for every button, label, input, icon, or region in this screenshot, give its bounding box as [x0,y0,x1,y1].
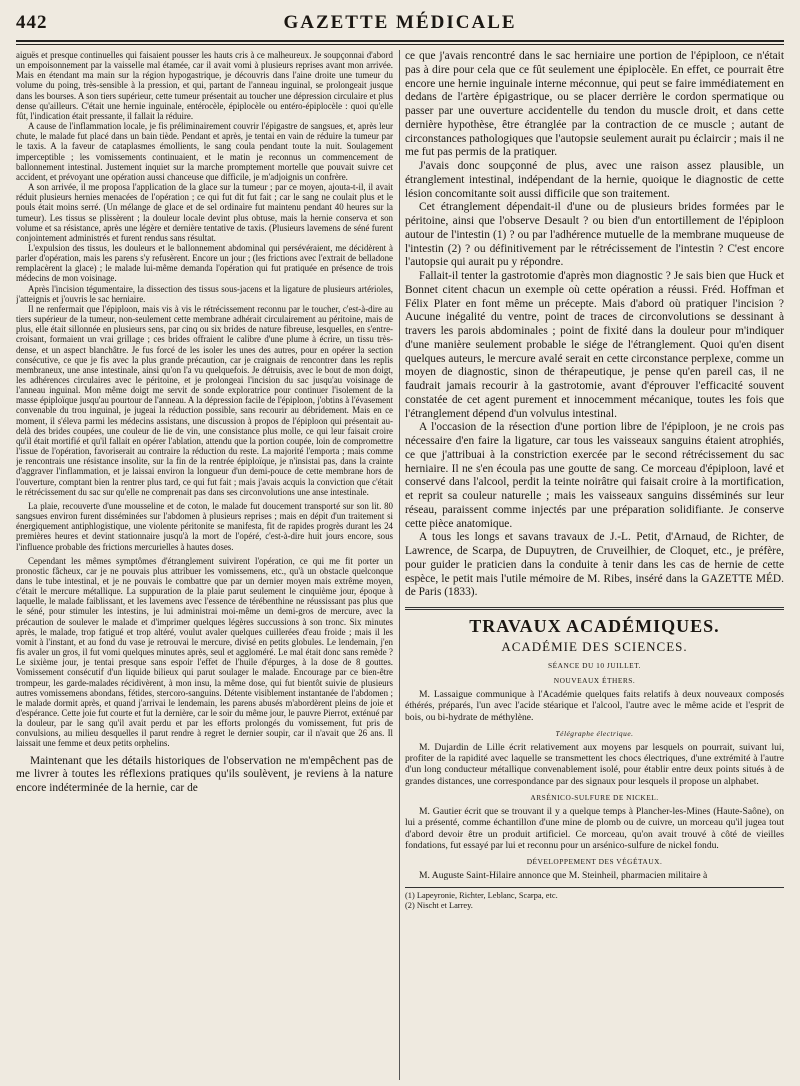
paragraph: J'avais donc soupçonné de plus, avec une raison assez plausible, un étranglement intestinal, indépendant de la hernie, quoique le diagnostic de cette lésion concomitante soit aussi difficile que son traitement. [405,160,784,200]
paragraph: Cependant les mêmes symptômes d'étranglement suivirent l'opération, ce qui me fit porter un pronostic fâcheux, car je ne pouvais plus attribuer les vomissemens, etc., qu'à un obstacle quelconque dans le tube intestinal, et je ne pouvais le combattre que par un dernier moyen mais extrême moyen, c'était le mercure métallique. La suppuration de la plaie parut seulement le cinquième jour, époque à laquelle, le malade faiblissant, et les lavemens avec l'essence de térébenthine ne réussissant pas plus que le séné, pour stimuler les intestins, je lui administrai moi-même un demi-gros de mercure, avec la précaution de soulever le malade et d'imprimer quelques légères succussions à son tronc. Six minutes après, le malade, trop fatigué et trop altéré, voulut avaler quelques cuillerées d'eau froide ; mais il les vomit à l'instant, et au fond du vase je retrouvai le mercure, divisé en petits globules. Le lendemain, j'en fis avaler un gros, il fut vomi quelques minutes après, seul et aggloméré. Le mal était donc sans remède ? Le sixième jour, je tentai presque sans espoir l'effet de l'huile d'épurges, à la dose de 8 gouttes. Vomissement consécutif d'un liquide bilieux qui parut soulager le malade. Encourage par ce bien-être trompeur, les garde-malades récidivèrent, à mon insu, la même dose, qui fut bientôt suivie de plusieurs autres vomissemens abondans, fétides, stercoro-sanguins. Détente visiblement instantanée de l'abdomen ; le malade dormit après, et quand j'arrivai le lendemain, les parens abusés m'abordèrent pleins de joie et d'espérance. Cette joie fut courte et fut la dernière, car le soir du même jour, le pauvre Pierrot, exténué par la douleur, par le sang qu'il avait perdu et par les efforts prolongés du vomissement, fut pris de convulsions, au milieu desquelles il parut rendre à regret le dernier soupir, car il n'avait que 26 ans. Il laissait une femme et deux petits orphelins. [16,555,393,749]
page-header [16,6,784,38]
paragraph: Cet étranglement dépendait-il d'une ou de plusieurs brides formées par le péritoine, ainsi que l'observe Desault ? ou bien d'un entortillement de l'épiploon autour de l'intestin (1) ? ou par l'adhérence mutuelle de la membrane muqueuse de l'intestin (2) ? ou définitivement par le rétrécissement de l'intestin ? C'est encore l'autopsie qui aurait pu y répondre. [405,201,784,269]
paragraph: M. Dujardin de Lille écrit relativement aux moyens par lesquels on pourrait, suivant lui, profiter de la rapidité avec laquelle se transmettent les chocs électriques, d'une extrémité à l'autre d'un long conducteur métallique convenablement isolé, pour établir entre deux points situés à de grandes distances, une correspondance par des signaux pour lesquels il propose un alphabet. [405,741,784,787]
paragraph: La plaie, recouverte d'une mousseline et de coton, le malade fut doucement transporté sur son lit. 80 sangsues environ furent disséminées sur l'abdomen à plusieurs reprises ; mais en dépit d'un traitement si énergiquement antiphlogistique, une violente péritonite se manifesta, fit de rapides progrès durant les 24 premières heures et devint stationnaire jusqu'à la mort de l'opéré, c'est-à-dire huit jours encore, sous l'influence probable des frictions mercurielles à hautes doses. [16,500,393,552]
header-rule-thin [16,44,784,45]
paragraph: M. Auguste Saint-Hilaire annonce que M. Steinheil, pharmacien militaire à [419,870,708,882]
academy-heading: ACADÉMIE DES SCIENCES. [501,639,688,654]
paragraph: aiguës et presque continuelles qui faisaient pousser les hauts cris à ce malheureux. Je soupçonnai d'abord un empoisonnement par la vaisselle mal étamée, car il avait vomi à plusieurs reprises avant mon arrivée. Mais en étendant ma main sur la région hypogastrique, je découvris dans l'aine droite une tumeur du volume du poing, très-sensible à la pression, et qui, partant de l'anneau inguinal, se prolongeait jusque dans les bourses. A son tiers supérieur, cette tumeur présentait au toucher une dépression circulaire et plus dense qu'ailleurs. C'était une hernie inguinale, entérocèle, épiplocèle ou entéro-épiplocèle : quoi qu'elle fût, l'indication était pressante, il fallait la réduire. [16,50,393,121]
paragraph: A l'occasion de la résection d'une portion libre de l'épiploon, je ne crois pas nécessaire d'en faire la ligature, car tous les vaisseaux sanguins étaient atrophiés, ce que j'attribuai à la constriction exercée par le second rétrécissement du sac herniaire. Il ne s'en écoula pas une goutte de sang. Ce morceau d'épiploon, lavé et conservé dans l'alcool, perdit la teinte noirâtre qui faisait croire à la mortification, et reprit sa couleur naturelle ; mais les vaisseaux sanguins disséminés sur leur réseau, paraissent comme injectés par une préparation solidifiante. Je conserve cette pièce anatomique. [405,421,784,530]
paragraph: ce que j'avais rencontré dans le sac herniaire une portion de l'épiploon, ce n'était pas à dire pour cela que ce fût seulement une épiplocèle. En effet, ce pourrait être encore une hernie inguinale interne méconnue, qui peut se faire immédiatement en dedans de l'artère épigastrique, ou se placer derrière le cordon spermatique ou passer par une ouverture accidentelle du tendon du muscle droit, et dans cette dernière hypothèse, être étranglée par la contraction de ce muscle ; autant de circonstances pathologiques que l'autopsie seulement aurait pu éclaircir ; mais il ne me fut pas permis de la pratiquer. [405,50,784,159]
footnotes [405,887,784,911]
paragraph: A tous les longs et savans travaux de J.-L. Petit, d'Arnaud, de Richter, de Lawrence, de Scarpa, de Dupuytren, de Cruveilhier, de Cloquet, etc., je préfère, pour guider le praticien dans la conduite à tenir dans les cas de hernie de cette espèce, le petit mais l'utile mémoire de M. Ribes, inséré dans la GAZETTE MÉD. de Paris (1833). [405,531,784,599]
running-title: GAZETTE MÉDICALE [283,12,517,33]
subheading-vegetaux: DÉVELOPPEMENT DES VÉGÉTAUX. [526,857,663,867]
paragraph: Il ne renfermait que l'épiploon, mais vis à vis le rétrécissement reconnu par le toucher, c'est-à-dire au tiers supérieur de la tumeur, non-seulement cette membrane adhérait circulairement au péritoine, mais de plus, elle était sillonnée en plusieurs sens, par cinq ou six brides de nature fibreuse, lesquelles, en s'entre-croisant, formaient un vrai grillage ; ces brides offraient le calibre d'une plume à écrire, un tissu très-dense, et un aspect blanchâtre. Je fus forcé de les isoler les unes des autres, pour en opérer la section consécutive, ce que je fis avec la plus grande précaution, car je craignais de rencontrer dans les replis membraneux, une anse intestinale, ainsi qu'on l'a vu quelquefois. Je détruisis, avec le bout de mon doigt, les adhérences circulaires avec le péritoine, et je prolongeai l'incision du sac jusqu'au voisinage de l'anneau inguinal. Mon même doigt me servit de sonde exploratrice pour continuer l'isolement de la masse épiploïque jusqu'au pourtour de l'anneau. A la dépression facile de l'épiploon, j'obtins à l'évasement convenable du trou inguinal, je jugeai la réduction possible, sans recourir au débridement. Mais en ce moment, il s'éleva parmi les médecins assistans, une discussion à propos de l'épiploon qui présentait au-delà des brides coupées, une couleur de lie de vin, une consistance plus molle, ce qui leur faisait croire qu'il était mortifié et qu'il fallait en opérer l'ablation, attendu que la portion coupée, loin de compromettre l'issue de l'opération, favoriserait au contraire la réduction du reste. La majorité l'emporta ; mais comme je rencontrais une résistance insolite, sur la fin de la rentrée épiploïque, je n'insistai pas, dans la crainte d'aggraver l'inflammation, et je laissai environ la longueur d'un demi-pouce de cette membrane hors de l'ouverture, comptant bien la rentrer plus tard, ce qui fut fait ; mais j'avais acquis la conviction que c'était le rétrécissement du sac sur qu'elle ne comprenait pas dans ses circonvolutions une anse intestinale. [16,303,393,497]
subheading-telegraphe: Télégraphe électrique. [555,728,634,738]
page-number: 442 [16,12,48,33]
footnote: (1) Lapeyronie, Richter, Leblanc, Scarpa, etc. [405,890,558,900]
left-column [16,50,393,1080]
column-divider [399,50,400,1080]
paragraph: L'expulsion des tissus, les douleurs et le ballonnement abdominal qui persévéraient, me décidèrent à parler d'opération, mais les parens s'y refusèrent. Encore un jour ; (les frictions avec l'extrait de belladone remplacèrent la glace) ; le malade lui-même demanda l'opération qui fut pratiquée en présence de trois médecins de mon voisinage. [16,242,393,284]
right-column [405,50,784,1080]
subheading-nickel: ARSÉNICO-SULFURE DE NICKEL. [530,793,659,803]
section-divider [405,607,784,610]
header-rule [16,40,784,42]
paragraph: A son arrivée, il me proposa l'application de la glace sur la tumeur ; par ce moyen, ajouta-t-il, il avait réduit plusieurs hernies menacées de l'opération ; ce qui fut dit fut fait ; car le sang ne coulait plus et le pouls était moins serré. (Un mélange de glace et de sel ordinaire fut maintenu pendant 40 heures sur la tumeur). Les tissus se plissèrent ; la douleur locale devint plus obtuse, mais la hernie conserva et son volume et sa résistance, après une légère et dernière tentative de taxis. (Plusieurs lavemens de séné furent conjointement administrés et furent rendus sans résultat. [16,182,393,243]
paragraph: M. Gautier écrit que se trouvant il y a quelque temps à Plancher-les-Mines (Haute-Saône), on lui a présenté, comme échantillon d'une mine de plomb ou de cuivre, un morceau qu'il jugea tout d'abord devoir être un produit artificiel. Ce morceau, qu'on avait trouvé à côté de vieilles fondations, fut essayé par lui et reconnu pour un arsénico-sulfure de nickel fondu. [405,806,784,851]
paragraph: Après l'incision tégumentaire, la dissection des tissus sous-jacens et la ligature de plusieurs artérioles, j'atteignis et j'ouvris le sac herniaire. [16,283,393,304]
paragraph: M. Lassaigue communique à l'Académie quelques faits relatifs à deux nouveaux composés éthérés, préparés, l'un avec l'acide stéarique et l'alcool, l'autre avec le même acide et l'esprit de bois, ou bi-hydrate de méthylène. [405,689,784,723]
section-title: TRAVAUX ACADÉMIQUES. [469,616,720,636]
subheading-ethers: NOUVEAUX ÉTHERS. [553,676,636,685]
session-date: SÉANCE DU 10 JUILLET. [548,661,641,670]
paragraph: Fallait-il tenter la gastrotomie d'après mon diagnostic ? Je sais bien que Huck et Bonnet citent chacun un exemple où cette opération a réussi. Fréd. Hoffman et Félix Plater en font même un précepte. Mais d'abord où pratiquer l'incision ? Aucune inégalité du ventre, point de traces de circonvolutions se dessinant à travers les parois abdominales ; point de fixité dans la douleur pour m'indiquer d'une manière seulement probable le siége de l'étranglement. Quoi qu'en disent quelques auteurs, le mercure avalé serait en cette circonstance perplexe, comme un moyen de diagnostic, sinon de thérapeutique, je pense qu'en pareil cas, il ne faudrait jamais recourir à la gastrotomie, avant d'éprouver l'efficacité souvent constatée de cet agent purement et innocemment mécanique, toutes les fois que l'étranglement dépend d'un volvulus intestinal. [405,270,784,420]
paragraph-large: Maintenant que les détails historiques de l'observation ne m'empêchent pas de me livrer à toutes les réflexions pratiques qu'ils soulèvent, je reviens à la nature encore indéterminée de la hernie, car de [16,754,393,795]
paragraph: A cause de l'inflammation locale, je fis préliminairement couvrir l'épigastre de sangsues, et, après leur chute, le malade fut placé dans un bain tiède. Pendant et après, je tentai en vain de réduire la tumeur par le taxis. A la faveur de cataplasmes émollients, le sang coula pendant toute la nuit. Soulagement imperceptible ; les vomissements continuaient, et le matin je reconnus un commencement de ballonnement intestinal. Justement inquiet sur la marche promptement mortelle que pouvait suivre cet accident, et prévoyant une opération aussi chanceuse que difficile, je m'adjoignis un confrère. [16,121,393,182]
footnote: (2) Nischt et Larrey. [405,900,473,910]
